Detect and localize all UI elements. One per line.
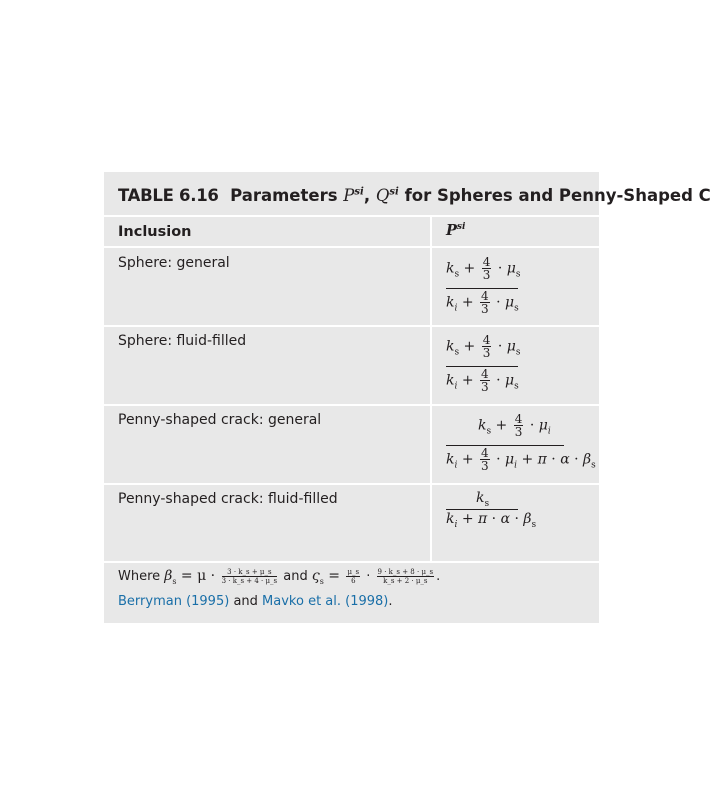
note-zeta-fraction-b	[377, 568, 435, 585]
divider	[104, 483, 599, 485]
note-eq2: =	[323, 568, 345, 584]
divider	[104, 404, 599, 406]
ref-and: and	[229, 594, 263, 609]
divider	[104, 215, 599, 217]
caption-q-sup: si	[389, 186, 399, 198]
note-beta-den: 3 · k_s + 4 · μ_s	[221, 577, 278, 585]
table-label: TABLE 6.16	[118, 186, 219, 205]
note-zeta-b-den: k_s + 2 · μ_s	[383, 577, 428, 585]
note-zeta-fraction-a	[346, 568, 360, 585]
row-penny-general: Penny-shaped crack: general	[118, 412, 322, 428]
divider	[104, 325, 599, 327]
table-footnote: Where $\beta_s = \mu$ · $\frac{3 \cdot k\_s + \mu\_s}{3 \cdot k\_s + 4 \cdot \mu\_s}$ and $\varsigma_s$ = $\frac{\mu\_s}{6}$ · $\frac{9 \cdot k\_s + 8 \cdot \mu\_s}{k\_s + 2 \cdot \mu\_s}$ .	[118, 568, 441, 586]
ref-mavko-link[interactable]: Mavko et al. (1998)	[262, 594, 389, 609]
header-psi	[446, 222, 465, 239]
ref-end: .	[388, 594, 393, 609]
note-zeta-b-num: 9 · k_s + 8 · μ_s	[377, 568, 434, 576]
caption-comma: ,	[363, 186, 376, 205]
note-beta-fraction	[222, 568, 278, 585]
divider	[104, 561, 599, 563]
note-beta: β	[164, 568, 173, 584]
note-zeta-a-den: 6	[351, 577, 356, 585]
row-penny-fluid: Penny-shaped crack: fluid-filled	[118, 491, 338, 507]
divider	[104, 246, 599, 248]
caption-q: Q	[375, 186, 390, 205]
row-sphere-fluid: Sphere: fluid-filled	[118, 333, 247, 349]
note-and: and	[279, 569, 312, 584]
ref-berryman-link[interactable]: Berryman (1995)	[118, 594, 230, 609]
column-divider	[430, 217, 432, 561]
table-references	[118, 594, 393, 609]
header-psi-sup: si	[456, 222, 466, 233]
row-sphere-general: Sphere: general	[118, 255, 230, 271]
note-zeta: ς	[311, 568, 320, 584]
note-zeta-a-num: μ_s	[347, 568, 360, 576]
caption-p-sup: si	[354, 186, 364, 198]
header-inclusion: Inclusion	[118, 224, 192, 240]
parameters-table: TABLE 6.16 Parameters $P^{si}$, $Q^{si}$ for Spheres and Penny-Shaped C Inclusion $P^{si}$ Sphere: general $k_s$ + $\frac{4}{3}$ · $\mu_s$ $k_i$ + $\frac{4}{3}$ · $\mu_s$ Sphere: fluid-filled $k_s$ + $\frac{4}{3}$ · $\mu_s$ $k_i$ + $\frac{4}{3}$ · $\mu_s$ Penny-shaped crack: general $k_s$ + $\frac{4}{3}$ · $\mu_i$ $k_i$ + $\frac{4}{3}$ · $\mu_i + \pi \cdot \alpha \cdot \beta_s$ Penny-shaped crack: fluid-filled $k_s$ $k_i + \pi \cdot \alpha \cdot \beta_s$ Where $\beta_s = \mu$ · $\frac{3 \cdot k\_s + \mu\_s}{3 \cdot k\_s + 4 \cdot \mu\_s}$ and $\varsigma_s$ = $\frac{\mu\_s}{6}$ · $\frac{9 \cdot k\_s + 8 \cdot \mu\_s}{k\_s + 2 \cdot \mu\_s}$ . Berryman (1995) and Mavko et al. (1998).	[104, 172, 599, 623]
caption-prefix: Parameters	[230, 186, 344, 205]
note-where: Where	[118, 569, 165, 584]
header-psi-p: P	[446, 222, 457, 239]
note-beta-num: 3 · k_s + μ_s	[222, 568, 278, 577]
note-eq-mu: = μ ·	[176, 568, 220, 584]
caption-p: P	[343, 186, 355, 205]
table-caption	[118, 186, 711, 205]
note-end: .	[436, 569, 441, 584]
caption-rest: for Spheres and Penny-Shaped C	[398, 186, 711, 205]
